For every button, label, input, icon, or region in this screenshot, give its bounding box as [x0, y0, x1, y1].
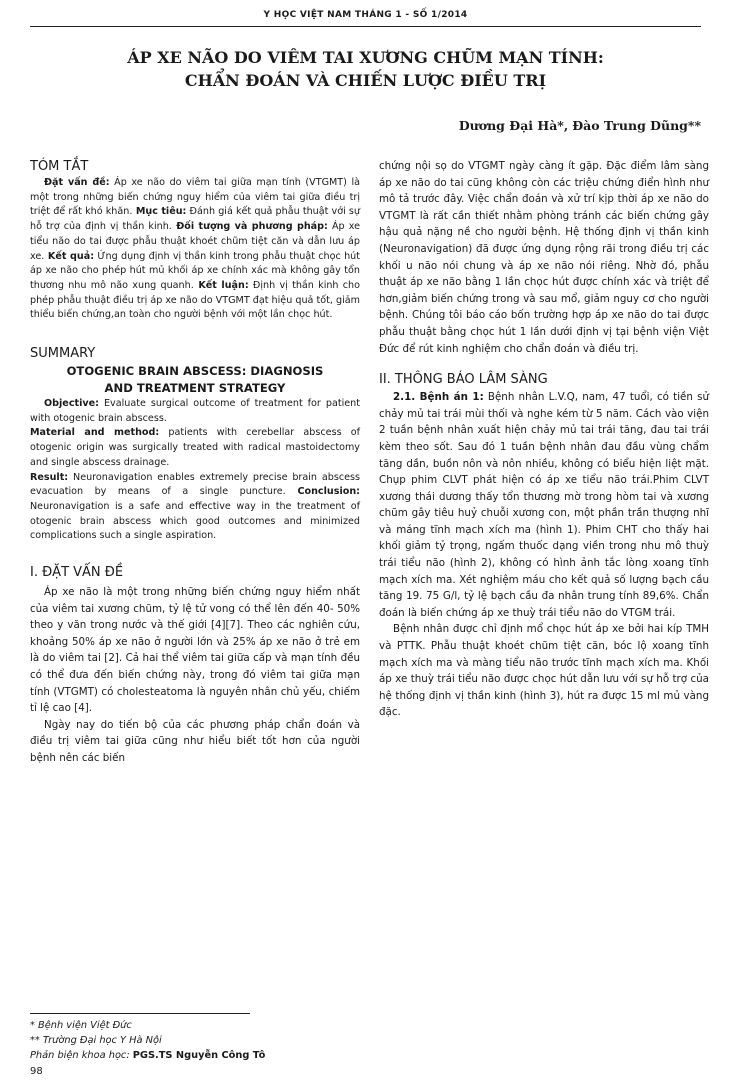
running-head: Y HỌC VIỆT NAM THÁNG 1 - SỐ 1/2014 — [263, 10, 468, 20]
summary-text-method: patients with cerebellar abscess of otogenic origin was surgically treated with radical mastoidectomy and single abscess drainage. — [30, 427, 360, 468]
summary-text-conclusion: Neuronavigation is a safe and effective way in the treatment of otogenic brain abscess which good outcomes and minimized complications such a single aspiration. — [30, 500, 360, 542]
left-column — [30, 158, 360, 767]
abstract-vi-text-objective: Đánh giá kết quả phẫu thuật với sự hỗ trợ của định vị thần kinh. — [30, 206, 361, 233]
case-heading: II. THÔNG BÁO LÂM SÀNG — [379, 372, 548, 388]
abstract-vi-label-conclusion: Kết luận: — [193, 279, 249, 291]
abstract-vi-label-methods: Đối tượng và phương pháp: — [171, 221, 328, 233]
abstract-vi-body — [30, 176, 360, 323]
case-label: 2.1. Bệnh án 1: — [393, 391, 484, 404]
summary-title-line-1: OTOGENIC BRAIN ABSCESS: DIAGNOSIS — [66, 364, 324, 379]
footnote-2: ** Trường Đại học Y Hà Nội — [30, 1035, 162, 1046]
summary-body — [30, 397, 360, 544]
intro-heading: I. ĐẶT VẤN ĐỀ — [30, 565, 124, 581]
reviewer-name: PGS.TS Nguyễn Công Tô — [132, 1050, 266, 1061]
page-number: 98 — [30, 1066, 43, 1077]
intro-paragraph-2: Ngày nay do tiến bộ của các phương pháp chẩn đoán và điều trị viêm tai giữa cũng như hiểu biết tốt hơn của người bệnh nên các biến — [30, 718, 360, 764]
summary-title-line-2: AND TREATMENT STRATEGY — [104, 381, 286, 396]
header-rule — [30, 26, 701, 27]
author-2: Đào Trung Dũng** — [572, 118, 701, 133]
author-1: Dương Đại Hà*, — [458, 118, 569, 133]
abstract-vi-text-results: Ứng dụng định vị thần kinh trong phẫu thuật chọc hút áp xe não cho phép hút mủ khối áp xe chính xác mà không gây tổn thương nhu mô não xung quanh. — [30, 250, 360, 291]
reviewer-line — [30, 1048, 265, 1063]
summary-label-result: Result: — [30, 471, 69, 483]
summary-text-objective: Evaluate surgical outcome of treatment for patient with otogenic brain abscess. — [30, 398, 360, 424]
case-paragraph-1 — [379, 389, 709, 621]
abstract-vi-label-results: Kết quả: — [44, 250, 95, 262]
abstract-vi-label-background: Đặt vấn đề: — [44, 177, 110, 188]
footnote-rule — [30, 1013, 250, 1014]
footnotes — [30, 1018, 265, 1063]
case-paragraph-2: Bệnh nhân được chỉ định mổ chọc hút áp xe bởi hai kíp TMH và PTTK. Phẫu thuật khoét chũm tiệt căn, bóc lộ xoang tĩnh mạch xích ma và màng tiểu não trước tĩnh mạch xích ma. Khối áp xe thuỳ trái tiểu não được chọc hút dẫn lưu với sự hỗ trợ của hệ thống định vị thần kinh (hình 3), hút ra được 15 ml mủ vàng đặc. — [379, 623, 709, 719]
intro-paragraph-1: Áp xe não là một trong những biến chứng nguy hiểm nhất của viêm tai xương chũm, tỷ lệ tử vong có thể lên đến 40- 50% theo y văn trong nước và thế giới [4][7]. Theo các nghiên cứu, khoảng 50% áp xe não ở người lớn và 25% áp xe não ở trẻ em là do viêm tai [2]. Cả hai thể viêm tai giữa cấp và mạn tính đều có thể đưa đến biến chứng này, trong đó viêm tai giữa mạn tính (VTGMT) có cholesteatoma là nguyên nhân chủ yếu, chiếm tỉ lệ cao [4]. — [30, 586, 360, 715]
title-line-2: CHẨN ĐOÁN VÀ CHIẾN LƯỢC ĐIỀU TRỊ — [184, 71, 547, 90]
abstract-vi-text-methods: Áp xe tiểu não do tai được phẫu thuật khoét chũm tiệt căn và dẫn lưu áp xe. — [30, 221, 360, 262]
abstract-vi-text-conclusion: Định vị thần kinh cho phép phẫu thuật điều trị áp xe não do VTGMT đạt hiệu quả tốt, giảm thiểu biến chứng,an toàn cho người bệnh với một lần chọc hút. — [30, 279, 361, 321]
summary-label-conclusion: Conclusion: — [285, 486, 360, 498]
abstract-vi-text-background: Áp xe não do viêm tai giữa mạn tính (VTGMT) là một trong những biến chứng nguy hiểm của viêm tai giữa điều trị triệt để rất khó khăn. — [30, 177, 360, 218]
abstract-vi-label-objective: Mục tiêu: — [132, 206, 187, 218]
right-column — [379, 158, 709, 721]
case-paragraph-1-text: Bệnh nhân L.V.Q, nam, 47 tuổi, có tiền sử chảy mủ tai trái mùi thối và nghe kém từ 5 năm. Cách vào viện 2 tuần bệnh nhân xuất hiện chảy mủ tai trái tăng, đau tai trái kèm theo sốt. Sau đó 1 tuần bệnh nhân đau đầu vùng chẩm tăng dần, buồn nôn và nôn nhiều, không có biểu hiện liệt mặt. Chụp phim CLVT phát hiện có áp xe tiểu não trái.Phim CLVT xương thái dương thấy tổn thương mờ trong hòm tai và xương chũm gây tiêu huỷ chuỗi xương con, một phần trần thượng nhĩ và máng tĩnh mạch xích ma (hình 1). Phim CHT cho thấy hai khối giảm tỷ trọng, ngấm thuốc dạng viền trong nhu mô thuỳ trái tiểu não (hình 2), không có hình ảnh tắc lòng xoang tĩnh mạch xích ma. Xét nghiệm máu cho kết quả số lượng bạch cầu tăng 19. 75 G/l, tỷ lệ bạch cầu đa nhân trung tính 89,6%. Chẩn đoán là biến chứng áp xe thuỳ trái tiểu não do VTGM trái. — [379, 391, 709, 619]
article-title — [60, 46, 671, 92]
footnote-1: * Bệnh viện Việt Đức — [30, 1020, 132, 1031]
abstract-vi-heading: TÓM TẮT — [30, 159, 89, 174]
summary-label-method: Material and method: — [30, 427, 160, 439]
summary-heading: SUMMARY — [30, 346, 96, 362]
summary-label-objective: Objective: — [44, 398, 99, 410]
reviewer-label: Phản biện khoa học: — [30, 1050, 133, 1061]
intro-paragraph-2-continued: chứng nội sọ do VTGMT ngày càng ít gặp. Đặc điểm lâm sàng áp xe não do tai cũng không còn các triệu chứng điển hình như mô tả trước đây. Việc chẩn đoán và xử trí kịp thời áp xe não do VTGMT là rất cần thiết nhằm phòng tránh các biến chứng gây hậu quả nặng nề cho người bệnh. Hệ thống định vị thần kinh (Neuronavigation) đã được ứng dụng rộng rãi trong điều trị các khối u não nói chung và áp xe não nói riêng. Nhờ đó, phẫu thuật áp xe não bằng 1 lần chọc hút được chính xác và triệt để hơn,giảm biến chứng trong và sau mổ, giảm nguy cơ cho người bệnh. Chúng tôi báo cáo bốn trường hợp áp xe não do tai được phẫu thuật bằng chọc hút 1 lần dưới định vị tại bệnh viện Việt Đức để rút kinh nghiệm cho chẩn đoán và điều trị. — [379, 160, 709, 355]
author-list — [459, 118, 701, 133]
title-line-1: ÁP XE NÃO DO VIÊM TAI XƯƠNG CHŨM MẠN TÍNH: — [127, 48, 604, 67]
summary-text-result: Neuronavigation enables extremely precise brain abscess evacuation by means of a single puncture. — [30, 471, 360, 498]
